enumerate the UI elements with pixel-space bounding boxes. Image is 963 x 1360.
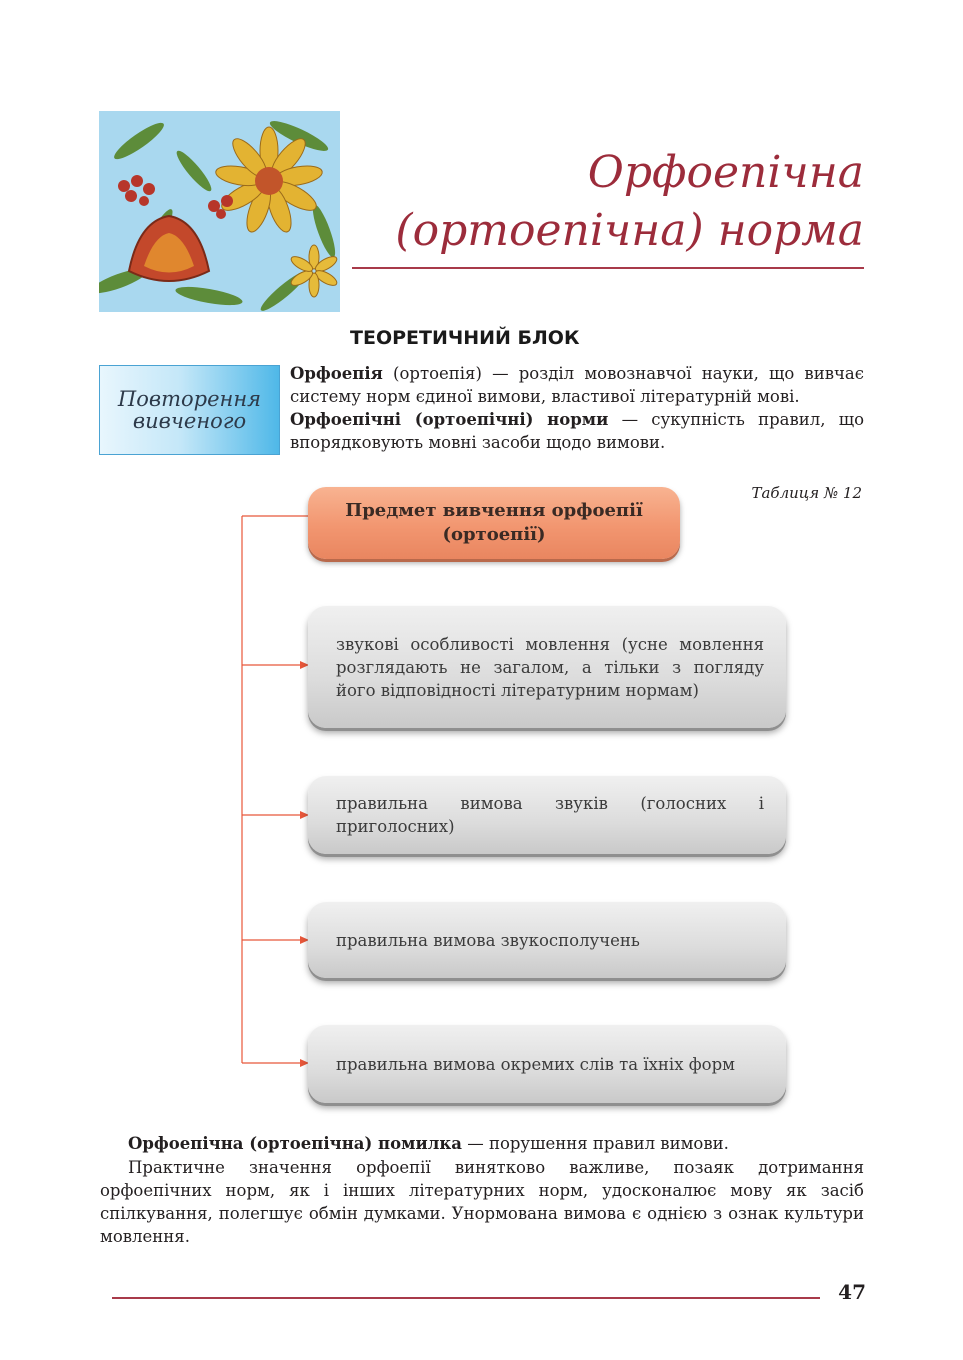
definition-term: Орфоепічні (ортоепічні) норми: [290, 410, 609, 429]
diagram-head-text: [345, 499, 643, 547]
diagram-item: [308, 776, 786, 854]
section-heading: ТЕОРЕТИЧНИЙ БЛОК: [350, 327, 580, 349]
page-number: 47: [838, 1280, 866, 1304]
footer-rule: [112, 1297, 820, 1299]
diagram-item-text: правильна вимова звуків (голосних і приголосних): [336, 794, 764, 836]
diagram-item: [308, 902, 786, 978]
error-term: Орфоепічна (ортоепічна) помилка: [128, 1134, 462, 1153]
practical-paragraph: [100, 1156, 864, 1248]
title-line-1: Орфоепічна: [587, 147, 864, 198]
definition-term: Орфоепія: [290, 364, 383, 383]
diagram-item-text: правильна вимова окремих слів та їхніх форм: [336, 1054, 736, 1074]
definition-text: — сукупність правил, що впорядковують мовні засоби щодо вимови.: [290, 410, 864, 452]
practical-text: Практичне значення орфоепії винятково важливе, позаяк дотримання орфоепічних норм, як і інших літературних норм, удосконалює мову як засіб спілкування, полегшує обмін думками. Унормована вимова є однією з ознак культури мовлення.: [100, 1158, 864, 1246]
badge-line-1: Повторення: [117, 387, 262, 411]
diagram-item: [308, 1025, 786, 1103]
diagram-head-box: [308, 487, 680, 559]
error-definition: [100, 1132, 864, 1155]
diagram-item: [308, 606, 786, 728]
title-line-2: (ортоепічна) норма: [395, 205, 864, 256]
diagram-head-line-2: (ортоепії): [442, 524, 546, 545]
diagram-item-text: правильна вимова звукосполучень: [336, 930, 640, 950]
error-text: — порушення правил вимови.: [461, 1134, 729, 1153]
diagram-head-line-1: Предмет вивчення орфоепії: [345, 500, 643, 521]
badge-line-2: вивченого: [132, 409, 247, 433]
table-label: Таблиця № 12: [751, 484, 862, 502]
diagram-item-text: звукові особливості мовлення (усне мовлення розглядають не загалом, а тільки з погляду його відповідності літературним нормам): [336, 634, 764, 700]
definition-text: (ортоепія) — розділ мовознавчої науки, що вивчає систему норм єдиної вимови, властивої літературній мові.: [290, 364, 864, 406]
